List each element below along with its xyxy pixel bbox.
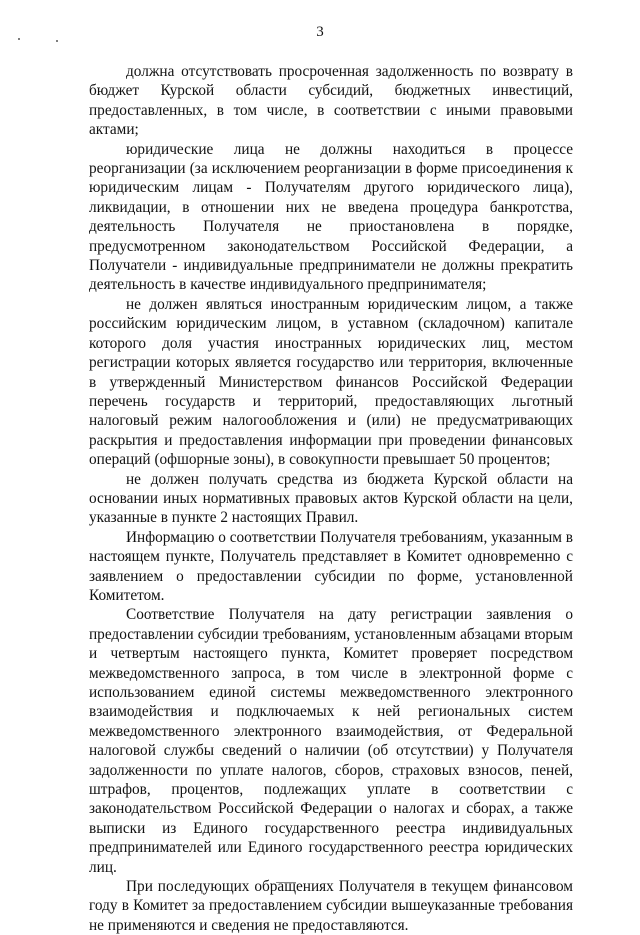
paragraph-other-funds-requirement: не должен получать средства из бюджета Курской области на основании иных нормативных правовых актов Курской области на цели, указанные в пункте 2 настоящих Правил. <box>89 470 573 527</box>
document-body <box>89 62 573 935</box>
paragraph-subsequent-applications: При последующих обращениях Получателя в текущем финансовом году в Комитет за предоставлением субсидии вышеуказанные требования не применяются и сведения не предоставляются. <box>89 878 573 934</box>
page-number: 3 <box>316 24 324 40</box>
paragraph-interagency-verification: Соответствие Получателя на дату регистрации заявления о предоставлении субсидии требованиям, установленным абзацами вторым и четвертым настоящего пункта, Комитет проверяет посредством межведомственного запроса, в том числе в электронной форме с использованием единой системы межведомственного электронного взаимодействия и подключаемых к ней региональных систем межведомственного электронного взаимодействия, от Федеральной налоговой службы сведений о наличии (об отсутствии) у Получателя задолженности по уплате налогов, сборов, страховых взносов, пеней, штрафов, процентов, подлежащих уплате в соответствии с законодательством Российской Федерации о налогах и сборах, а также выписки из Единого государственного реестра индивидуальных предпринимателей или Единого государственного реестра юридических лиц. <box>89 606 573 876</box>
paragraph-foreign-entity-requirement: не должен являться иностранным юридическим лицом, а также российским юридическим лицом, в уставном (складочном) капитале которого доля участия иностранных юридических лиц, местом регистрации которых является государство или территория, включенные в утвержденный Министерством финансов Российской Федерации перечень государств и территорий, предоставляющих льготный налоговый режим налогообложения и (или) не предусматривающих раскрытия и предоставления информации при проведении финансовых операций (офшорные зоны), в совокупности превышает 50 процентов; <box>89 295 573 469</box>
paragraph-information-submission: Информацию о соответствии Получателя требованиям, указанным в настоящем пункте, Получатель представляет в Комитет одновременно с заявлением о предоставлении субсидии по форме, установленной Комитетом. <box>89 528 573 604</box>
paragraph-reorganization-requirement: юридические лица не должны находиться в процессе реорганизации (за исключением реорганизации в форме присоединения к юридическим лицам - Получателям другого юридического лица), ликвидации, в отношении них не введена процедура банкротства, деятельность Получателя не приостановлена в порядке, предусмотренном законодательством Российской Федерации, а Получатели - индивидуальные предприниматели не должны прекратить деятельность в качестве индивидуального предпринимателя; <box>89 140 573 294</box>
paragraph-debt-requirement: должна отсутствовать просроченная задолженность по возврату в бюджет Курской области субсидий, бюджетных инвестиций, предоставленных, в том числе, в соответствии с иными правовыми актами; <box>89 63 573 139</box>
